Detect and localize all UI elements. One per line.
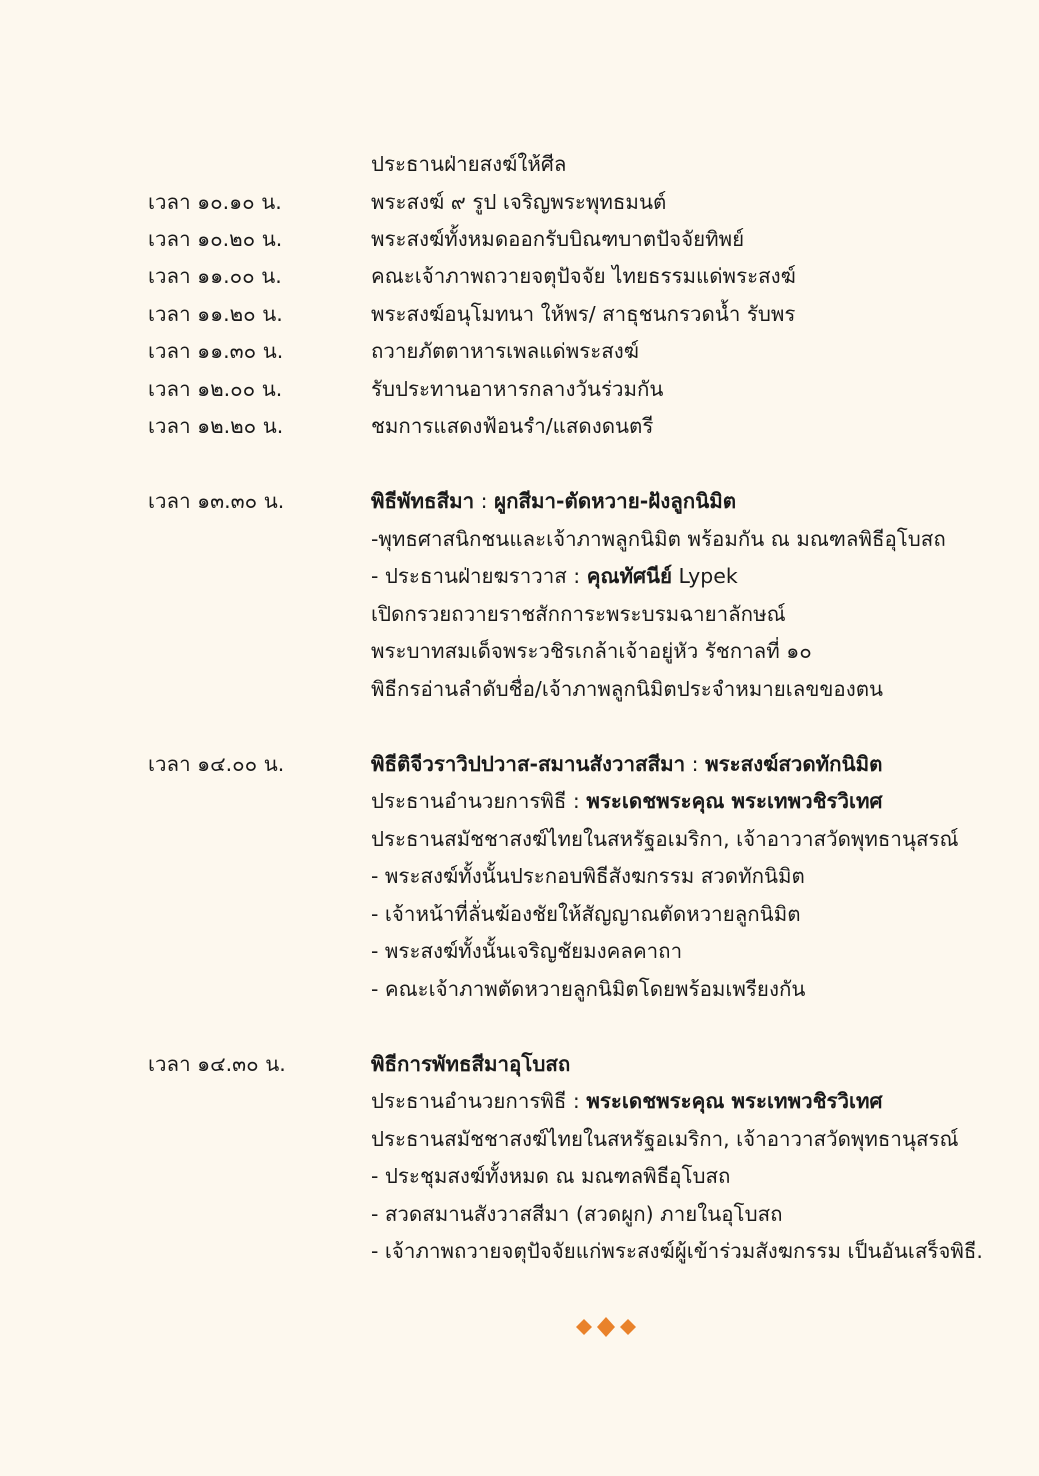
schedule-time: เวลา ๑๓.๓๐ น. <box>148 489 285 513</box>
description-segment: - เจ้าหน้าที่ลั่นฆ้องชัยให้สัญญาณตัดหวายลูกนิมิต <box>371 902 801 926</box>
description-bold-segment: คุณทัศนีย์ <box>586 564 673 588</box>
schedule-description <box>371 671 883 708</box>
schedule-time: เวลา ๑๑.๓๐ น. <box>148 339 284 363</box>
description-segment: พระสงฆ์ทั้งหมดออกรับบิณฑบาตปัจจัยทิพย์ <box>371 227 745 251</box>
description-segment: : <box>685 752 706 776</box>
schedule-description <box>371 633 812 670</box>
schedule-description <box>371 558 738 595</box>
description-segment: ประธานอำนวยการพิธี : <box>371 789 587 813</box>
schedule-description <box>371 596 786 633</box>
schedule-description <box>371 1196 783 1233</box>
schedule-description <box>371 933 682 970</box>
schedule-time: เวลา ๑๒.๐๐ น. <box>148 377 283 401</box>
schedule-description <box>371 258 796 295</box>
schedule-row <box>0 1196 1039 1233</box>
schedule-row <box>0 746 1039 783</box>
description-segment: พระสงฆ์ ๙ รูป เจริญพระพุทธมนต์ <box>371 190 667 214</box>
schedule-description <box>371 971 805 1008</box>
description-segment: - ประธานฝ่ายฆราวาส : <box>371 564 587 588</box>
schedule-row <box>0 1233 1039 1270</box>
description-segment: พิธีกรอ่านลำดับชื่อ/เจ้าภาพลูกนิมิตประจำหมายเลขของตน <box>371 677 884 701</box>
schedule-description <box>371 371 663 408</box>
schedule-time: เวลา ๑๒.๒๐ น. <box>148 414 284 438</box>
schedule-description <box>371 858 805 895</box>
schedule-time: เวลา ๑๐.๒๐ น. <box>148 227 283 251</box>
schedule-row <box>0 221 1039 258</box>
schedule-row <box>0 1158 1039 1195</box>
schedule-row <box>0 521 1039 558</box>
schedule-description <box>371 146 566 183</box>
schedule-row <box>0 896 1039 933</box>
schedule-row <box>0 671 1039 708</box>
description-segment: รับประทานอาหารกลางวันร่วมกัน <box>371 377 664 401</box>
schedule-description <box>371 408 653 445</box>
schedule-description <box>371 333 639 370</box>
schedule-description <box>371 521 946 558</box>
schedule-description <box>371 483 736 520</box>
description-bold-segment: พระสงฆ์สวดทักนิมิต <box>705 752 883 776</box>
schedule-description <box>371 296 795 333</box>
schedule-row <box>0 1121 1039 1158</box>
schedule-row <box>0 258 1039 295</box>
schedule-description <box>371 783 883 820</box>
description-segment: ประธานอำนวยการพิธี : <box>371 1089 587 1113</box>
description-bold-segment: พิธีการพัทธสีมาอุโบสถ <box>371 1052 571 1076</box>
description-segment: - พระสงฆ์ทั้งนั้นเจริญชัยมงคลคาถา <box>371 939 683 963</box>
schedule-description <box>371 821 959 858</box>
schedule-time: เวลา ๑๐.๑๐ น. <box>148 190 282 214</box>
schedule-row <box>0 783 1039 820</box>
schedule-description <box>371 896 801 933</box>
schedule-description <box>371 184 666 221</box>
schedule-row <box>0 558 1039 595</box>
schedule-description <box>371 1046 570 1083</box>
description-segment: Lypek <box>672 564 738 588</box>
description-bold-segment: ผูกสีมา-ตัดหวาย-ฝังลูกนิมิต <box>494 489 737 513</box>
description-segment: ชมการแสดงฟ้อนรำ/แสดงดนตรี <box>371 414 654 438</box>
description-segment: -พุทธศาสนิกชนและเจ้าภาพลูกนิมิต พร้อมกัน ณ มณฑลพิธีอุโบสถ <box>371 527 946 551</box>
description-segment: - สวดสมานสังวาสสีมา (สวดผูก) ภายในอุโบสถ <box>371 1202 783 1226</box>
schedule-description <box>371 1083 883 1120</box>
diamond-ornament-icon <box>573 1316 639 1338</box>
schedule-row <box>0 296 1039 333</box>
schedule-row <box>0 971 1039 1008</box>
schedule-row <box>0 596 1039 633</box>
schedule-row <box>0 1046 1039 1083</box>
schedule-description <box>371 221 744 258</box>
description-segment: : <box>474 489 495 513</box>
schedule-row <box>0 371 1039 408</box>
description-segment: คณะเจ้าภาพถวายจตุปัจจัย ไทยธรรมแด่พระสงฆ์ <box>371 264 796 288</box>
description-segment: - ประชุมสงฆ์ทั้งหมด ณ มณฑลพิธีอุโบสถ <box>371 1164 731 1188</box>
schedule-description <box>371 1158 730 1195</box>
schedule-time: เวลา ๑๔.๐๐ น. <box>148 752 285 776</box>
description-segment: - พระสงฆ์ทั้งนั้นประกอบพิธีสังฆกรรม สวดทักนิมิต <box>371 864 805 888</box>
schedule-row <box>0 821 1039 858</box>
description-bold-segment: พระเดชพระคุณ พระเทพวชิรวิเทศ <box>586 789 883 813</box>
schedule-time: เวลา ๑๑.๒๐ น. <box>148 302 283 326</box>
description-segment: - เจ้าภาพถวายจตุปัจจัยแก่พระสงฆ์ผู้เข้าร่วมสังฆกรรม เป็นอันเสร็จพิธี. <box>371 1239 983 1263</box>
description-segment: พระสงฆ์อนุโมทนา ให้พร/ สาธุชนกรวดน้ำ รับพร <box>371 302 796 326</box>
schedule-row <box>0 483 1039 520</box>
description-segment: ประธานฝ่ายสงฆ์ให้ศีล <box>371 152 567 176</box>
schedule-description <box>371 746 882 783</box>
schedule-time: เวลา ๑๑.๐๐ น. <box>148 264 282 288</box>
schedule-row <box>0 333 1039 370</box>
description-bold-segment: พิธีติจีวราวิปปวาส-สมานสังวาสสีมา <box>371 752 686 776</box>
description-segment: พระบาทสมเด็จพระวชิรเกล้าเจ้าอยู่หัว รัชกาลที่ ๑๐ <box>371 639 812 663</box>
description-segment: ถวายภัตตาหารเพลแด่พระสงฆ์ <box>371 339 640 363</box>
description-bold-segment: พิธีพัทธสีมา <box>371 489 475 513</box>
schedule-row <box>0 633 1039 670</box>
schedule-time: เวลา ๑๔.๓๐ น. <box>148 1052 286 1076</box>
schedule-row <box>0 933 1039 970</box>
description-segment: เปิดกรวยถวายราชสักการะพระบรมฉายาลักษณ์ <box>371 602 786 626</box>
description-segment: - คณะเจ้าภาพตัดหวายลูกนิมิตโดยพร้อมเพรียงกัน <box>371 977 806 1001</box>
description-segment: ประธานสมัชชาสงฆ์ไทยในสหรัฐอเมริกา, เจ้าอาวาสวัดพุทธานุสรณ์ <box>371 827 959 851</box>
schedule-row <box>0 146 1039 183</box>
schedule-row <box>0 184 1039 221</box>
description-bold-segment: พระเดชพระคุณ พระเทพวชิรวิเทศ <box>586 1089 883 1113</box>
schedule-row <box>0 858 1039 895</box>
schedule-description <box>371 1233 983 1270</box>
schedule-row <box>0 408 1039 445</box>
schedule-row <box>0 1083 1039 1120</box>
description-segment: ประธานสมัชชาสงฆ์ไทยในสหรัฐอเมริกา, เจ้าอาวาสวัดพุทธานุสรณ์ <box>371 1127 959 1151</box>
schedule-description <box>371 1121 959 1158</box>
